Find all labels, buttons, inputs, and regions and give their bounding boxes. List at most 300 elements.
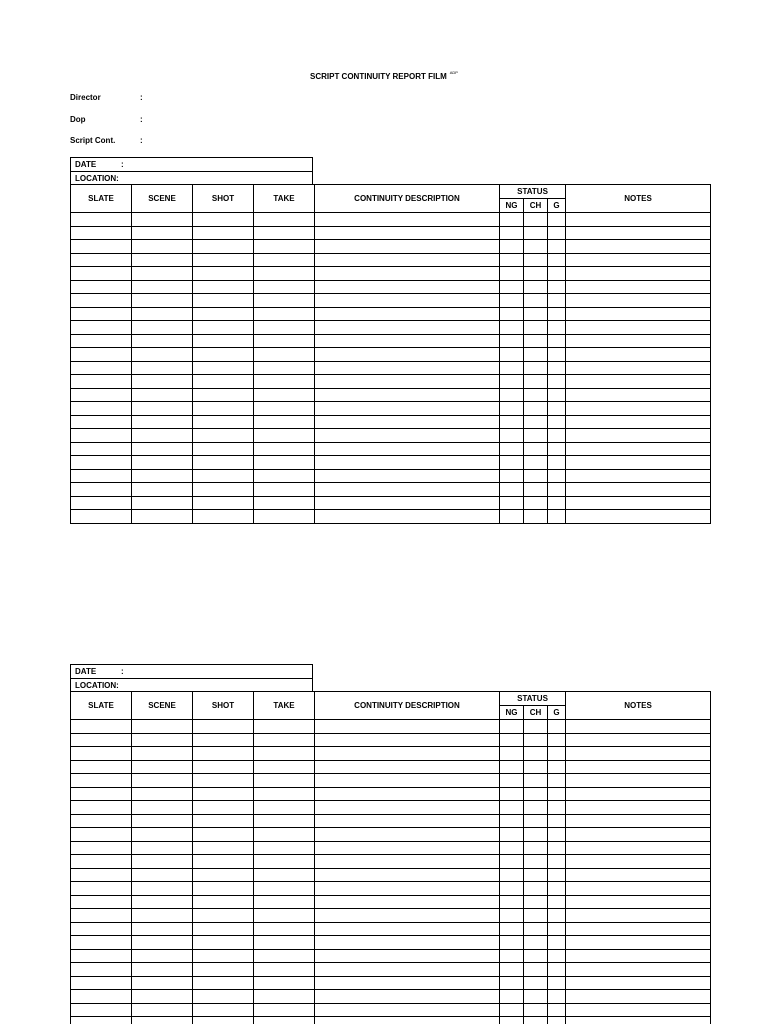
status-g-cell[interactable] bbox=[548, 733, 566, 747]
status-g-cell[interactable] bbox=[548, 294, 566, 308]
description-cell[interactable] bbox=[315, 483, 500, 497]
status-ng-cell[interactable] bbox=[500, 720, 524, 734]
notes-cell[interactable] bbox=[566, 922, 711, 936]
take-cell[interactable] bbox=[254, 442, 315, 456]
scene-cell[interactable] bbox=[132, 375, 193, 389]
status-g-cell[interactable] bbox=[548, 774, 566, 788]
status-ng-cell[interactable] bbox=[500, 868, 524, 882]
date-row[interactable] bbox=[71, 158, 312, 171]
description-cell[interactable] bbox=[315, 841, 500, 855]
slate-cell[interactable] bbox=[71, 922, 132, 936]
status-ch-cell[interactable] bbox=[524, 388, 548, 402]
scene-cell[interactable] bbox=[132, 267, 193, 281]
scene-cell[interactable] bbox=[132, 483, 193, 497]
status-ch-cell[interactable] bbox=[524, 976, 548, 990]
status-ng-cell[interactable] bbox=[500, 510, 524, 524]
status-ch-cell[interactable] bbox=[524, 361, 548, 375]
status-g-cell[interactable] bbox=[548, 348, 566, 362]
notes-cell[interactable] bbox=[566, 760, 711, 774]
slate-cell[interactable] bbox=[71, 895, 132, 909]
scene-cell[interactable] bbox=[132, 855, 193, 869]
take-cell[interactable] bbox=[254, 976, 315, 990]
notes-cell[interactable] bbox=[566, 774, 711, 788]
shot-cell[interactable] bbox=[193, 747, 254, 761]
status-ch-cell[interactable] bbox=[524, 483, 548, 497]
description-cell[interactable] bbox=[315, 213, 500, 227]
notes-cell[interactable] bbox=[566, 213, 711, 227]
shot-cell[interactable] bbox=[193, 429, 254, 443]
status-ng-cell[interactable] bbox=[500, 361, 524, 375]
take-cell[interactable] bbox=[254, 375, 315, 389]
status-ng-cell[interactable] bbox=[500, 240, 524, 254]
notes-cell[interactable] bbox=[566, 415, 711, 429]
scene-cell[interactable] bbox=[132, 429, 193, 443]
status-g-cell[interactable] bbox=[548, 415, 566, 429]
take-cell[interactable] bbox=[254, 882, 315, 896]
shot-cell[interactable] bbox=[193, 828, 254, 842]
notes-cell[interactable] bbox=[566, 936, 711, 950]
notes-cell[interactable] bbox=[566, 348, 711, 362]
slate-cell[interactable] bbox=[71, 267, 132, 281]
scene-cell[interactable] bbox=[132, 814, 193, 828]
dop-field[interactable] bbox=[70, 115, 148, 124]
scene-cell[interactable] bbox=[132, 388, 193, 402]
status-ng-cell[interactable] bbox=[500, 253, 524, 267]
status-g-cell[interactable] bbox=[548, 240, 566, 254]
status-ch-cell[interactable] bbox=[524, 720, 548, 734]
shot-cell[interactable] bbox=[193, 348, 254, 362]
status-ch-cell[interactable] bbox=[524, 226, 548, 240]
shot-cell[interactable] bbox=[193, 253, 254, 267]
status-ch-cell[interactable] bbox=[524, 348, 548, 362]
description-cell[interactable] bbox=[315, 442, 500, 456]
status-ch-cell[interactable] bbox=[524, 868, 548, 882]
status-ng-cell[interactable] bbox=[500, 321, 524, 335]
take-cell[interactable] bbox=[254, 909, 315, 923]
slate-cell[interactable] bbox=[71, 334, 132, 348]
status-g-cell[interactable] bbox=[548, 720, 566, 734]
description-cell[interactable] bbox=[315, 909, 500, 923]
notes-cell[interactable] bbox=[566, 828, 711, 842]
status-ch-cell[interactable] bbox=[524, 510, 548, 524]
shot-cell[interactable] bbox=[193, 307, 254, 321]
shot-cell[interactable] bbox=[193, 442, 254, 456]
description-cell[interactable] bbox=[315, 429, 500, 443]
description-cell[interactable] bbox=[315, 828, 500, 842]
status-ng-cell[interactable] bbox=[500, 733, 524, 747]
scene-cell[interactable] bbox=[132, 496, 193, 510]
shot-cell[interactable] bbox=[193, 375, 254, 389]
take-cell[interactable] bbox=[254, 720, 315, 734]
notes-cell[interactable] bbox=[566, 267, 711, 281]
status-ng-cell[interactable] bbox=[500, 922, 524, 936]
take-cell[interactable] bbox=[254, 760, 315, 774]
notes-cell[interactable] bbox=[566, 483, 711, 497]
status-g-cell[interactable] bbox=[548, 402, 566, 416]
scene-cell[interactable] bbox=[132, 213, 193, 227]
shot-cell[interactable] bbox=[193, 280, 254, 294]
status-ng-cell[interactable] bbox=[500, 760, 524, 774]
status-ch-cell[interactable] bbox=[524, 334, 548, 348]
take-cell[interactable] bbox=[254, 828, 315, 842]
scene-cell[interactable] bbox=[132, 334, 193, 348]
status-ng-cell[interactable] bbox=[500, 375, 524, 389]
shot-cell[interactable] bbox=[193, 267, 254, 281]
slate-cell[interactable] bbox=[71, 720, 132, 734]
notes-cell[interactable] bbox=[566, 469, 711, 483]
shot-cell[interactable] bbox=[193, 976, 254, 990]
slate-cell[interactable] bbox=[71, 442, 132, 456]
status-ng-cell[interactable] bbox=[500, 442, 524, 456]
status-ng-cell[interactable] bbox=[500, 213, 524, 227]
notes-cell[interactable] bbox=[566, 909, 711, 923]
status-ng-cell[interactable] bbox=[500, 280, 524, 294]
status-ch-cell[interactable] bbox=[524, 240, 548, 254]
status-ng-cell[interactable] bbox=[500, 774, 524, 788]
scene-cell[interactable] bbox=[132, 294, 193, 308]
take-cell[interactable] bbox=[254, 483, 315, 497]
status-g-cell[interactable] bbox=[548, 814, 566, 828]
description-cell[interactable] bbox=[315, 267, 500, 281]
scene-cell[interactable] bbox=[132, 240, 193, 254]
slate-cell[interactable] bbox=[71, 294, 132, 308]
scene-cell[interactable] bbox=[132, 253, 193, 267]
status-ch-cell[interactable] bbox=[524, 801, 548, 815]
status-ch-cell[interactable] bbox=[524, 213, 548, 227]
notes-cell[interactable] bbox=[566, 361, 711, 375]
status-ng-cell[interactable] bbox=[500, 936, 524, 950]
notes-cell[interactable] bbox=[566, 855, 711, 869]
status-ch-cell[interactable] bbox=[524, 496, 548, 510]
status-g-cell[interactable] bbox=[548, 909, 566, 923]
status-g-cell[interactable] bbox=[548, 321, 566, 335]
status-ng-cell[interactable] bbox=[500, 1003, 524, 1017]
take-cell[interactable] bbox=[254, 307, 315, 321]
status-ng-cell[interactable] bbox=[500, 963, 524, 977]
shot-cell[interactable] bbox=[193, 213, 254, 227]
description-cell[interactable] bbox=[315, 720, 500, 734]
take-cell[interactable] bbox=[254, 361, 315, 375]
description-cell[interactable] bbox=[315, 321, 500, 335]
status-ch-cell[interactable] bbox=[524, 469, 548, 483]
take-cell[interactable] bbox=[254, 1003, 315, 1017]
status-g-cell[interactable] bbox=[548, 1003, 566, 1017]
take-cell[interactable] bbox=[254, 895, 315, 909]
shot-cell[interactable] bbox=[193, 895, 254, 909]
slate-cell[interactable] bbox=[71, 429, 132, 443]
shot-cell[interactable] bbox=[193, 415, 254, 429]
description-cell[interactable] bbox=[315, 963, 500, 977]
notes-cell[interactable] bbox=[566, 949, 711, 963]
take-cell[interactable] bbox=[254, 855, 315, 869]
status-ch-cell[interactable] bbox=[524, 267, 548, 281]
description-cell[interactable] bbox=[315, 922, 500, 936]
notes-cell[interactable] bbox=[566, 334, 711, 348]
description-cell[interactable] bbox=[315, 895, 500, 909]
description-cell[interactable] bbox=[315, 801, 500, 815]
scene-cell[interactable] bbox=[132, 801, 193, 815]
status-g-cell[interactable] bbox=[548, 1017, 566, 1024]
description-cell[interactable] bbox=[315, 307, 500, 321]
notes-cell[interactable] bbox=[566, 841, 711, 855]
notes-cell[interactable] bbox=[566, 510, 711, 524]
description-cell[interactable] bbox=[315, 469, 500, 483]
scene-cell[interactable] bbox=[132, 321, 193, 335]
status-ch-cell[interactable] bbox=[524, 280, 548, 294]
take-cell[interactable] bbox=[254, 280, 315, 294]
status-g-cell[interactable] bbox=[548, 760, 566, 774]
notes-cell[interactable] bbox=[566, 226, 711, 240]
status-ch-cell[interactable] bbox=[524, 253, 548, 267]
status-ng-cell[interactable] bbox=[500, 787, 524, 801]
notes-cell[interactable] bbox=[566, 868, 711, 882]
slate-cell[interactable] bbox=[71, 868, 132, 882]
scene-cell[interactable] bbox=[132, 760, 193, 774]
slate-cell[interactable] bbox=[71, 321, 132, 335]
notes-cell[interactable] bbox=[566, 895, 711, 909]
slate-cell[interactable] bbox=[71, 469, 132, 483]
shot-cell[interactable] bbox=[193, 240, 254, 254]
scene-cell[interactable] bbox=[132, 828, 193, 842]
shot-cell[interactable] bbox=[193, 483, 254, 497]
status-ch-cell[interactable] bbox=[524, 442, 548, 456]
take-cell[interactable] bbox=[254, 949, 315, 963]
status-ng-cell[interactable] bbox=[500, 294, 524, 308]
status-ch-cell[interactable] bbox=[524, 760, 548, 774]
scene-cell[interactable] bbox=[132, 936, 193, 950]
take-cell[interactable] bbox=[254, 294, 315, 308]
slate-cell[interactable] bbox=[71, 990, 132, 1004]
status-ng-cell[interactable] bbox=[500, 747, 524, 761]
shot-cell[interactable] bbox=[193, 868, 254, 882]
status-ch-cell[interactable] bbox=[524, 294, 548, 308]
status-ch-cell[interactable] bbox=[524, 787, 548, 801]
slate-cell[interactable] bbox=[71, 307, 132, 321]
shot-cell[interactable] bbox=[193, 294, 254, 308]
notes-cell[interactable] bbox=[566, 280, 711, 294]
take-cell[interactable] bbox=[254, 429, 315, 443]
slate-cell[interactable] bbox=[71, 361, 132, 375]
shot-cell[interactable] bbox=[193, 855, 254, 869]
description-cell[interactable] bbox=[315, 402, 500, 416]
take-cell[interactable] bbox=[254, 990, 315, 1004]
description-cell[interactable] bbox=[315, 348, 500, 362]
status-g-cell[interactable] bbox=[548, 828, 566, 842]
slate-cell[interactable] bbox=[71, 496, 132, 510]
notes-cell[interactable] bbox=[566, 388, 711, 402]
notes-cell[interactable] bbox=[566, 375, 711, 389]
description-cell[interactable] bbox=[315, 733, 500, 747]
description-cell[interactable] bbox=[315, 510, 500, 524]
status-g-cell[interactable] bbox=[548, 922, 566, 936]
status-g-cell[interactable] bbox=[548, 787, 566, 801]
slate-cell[interactable] bbox=[71, 976, 132, 990]
take-cell[interactable] bbox=[254, 936, 315, 950]
take-cell[interactable] bbox=[254, 774, 315, 788]
description-cell[interactable] bbox=[315, 280, 500, 294]
status-g-cell[interactable] bbox=[548, 280, 566, 294]
take-cell[interactable] bbox=[254, 733, 315, 747]
shot-cell[interactable] bbox=[193, 510, 254, 524]
take-cell[interactable] bbox=[254, 801, 315, 815]
status-ch-cell[interactable] bbox=[524, 402, 548, 416]
take-cell[interactable] bbox=[254, 348, 315, 362]
scene-cell[interactable] bbox=[132, 747, 193, 761]
scene-cell[interactable] bbox=[132, 909, 193, 923]
slate-cell[interactable] bbox=[71, 213, 132, 227]
status-ch-cell[interactable] bbox=[524, 307, 548, 321]
scene-cell[interactable] bbox=[132, 841, 193, 855]
status-g-cell[interactable] bbox=[548, 267, 566, 281]
slate-cell[interactable] bbox=[71, 949, 132, 963]
description-cell[interactable] bbox=[315, 774, 500, 788]
notes-cell[interactable] bbox=[566, 747, 711, 761]
status-g-cell[interactable] bbox=[548, 483, 566, 497]
status-g-cell[interactable] bbox=[548, 226, 566, 240]
status-g-cell[interactable] bbox=[548, 496, 566, 510]
shot-cell[interactable] bbox=[193, 496, 254, 510]
status-ch-cell[interactable] bbox=[524, 963, 548, 977]
slate-cell[interactable] bbox=[71, 1017, 132, 1024]
date-row[interactable] bbox=[71, 665, 312, 678]
scene-cell[interactable] bbox=[132, 469, 193, 483]
status-g-cell[interactable] bbox=[548, 963, 566, 977]
status-ng-cell[interactable] bbox=[500, 402, 524, 416]
notes-cell[interactable] bbox=[566, 990, 711, 1004]
shot-cell[interactable] bbox=[193, 321, 254, 335]
status-ch-cell[interactable] bbox=[524, 321, 548, 335]
scene-cell[interactable] bbox=[132, 1003, 193, 1017]
status-ng-cell[interactable] bbox=[500, 1017, 524, 1024]
take-cell[interactable] bbox=[254, 1017, 315, 1024]
take-cell[interactable] bbox=[254, 496, 315, 510]
director-field[interactable] bbox=[70, 93, 148, 102]
shot-cell[interactable] bbox=[193, 814, 254, 828]
take-cell[interactable] bbox=[254, 213, 315, 227]
status-g-cell[interactable] bbox=[548, 307, 566, 321]
status-g-cell[interactable] bbox=[548, 895, 566, 909]
slate-cell[interactable] bbox=[71, 483, 132, 497]
shot-cell[interactable] bbox=[193, 720, 254, 734]
shot-cell[interactable] bbox=[193, 774, 254, 788]
status-ch-cell[interactable] bbox=[524, 747, 548, 761]
scene-cell[interactable] bbox=[132, 990, 193, 1004]
take-cell[interactable] bbox=[254, 253, 315, 267]
description-cell[interactable] bbox=[315, 240, 500, 254]
shot-cell[interactable] bbox=[193, 469, 254, 483]
shot-cell[interactable] bbox=[193, 1003, 254, 1017]
status-ch-cell[interactable] bbox=[524, 1003, 548, 1017]
slate-cell[interactable] bbox=[71, 510, 132, 524]
status-ch-cell[interactable] bbox=[524, 922, 548, 936]
scene-cell[interactable] bbox=[132, 361, 193, 375]
notes-cell[interactable] bbox=[566, 429, 711, 443]
shot-cell[interactable] bbox=[193, 361, 254, 375]
slate-cell[interactable] bbox=[71, 747, 132, 761]
status-ng-cell[interactable] bbox=[500, 841, 524, 855]
status-ng-cell[interactable] bbox=[500, 348, 524, 362]
status-g-cell[interactable] bbox=[548, 253, 566, 267]
description-cell[interactable] bbox=[315, 375, 500, 389]
status-ng-cell[interactable] bbox=[500, 909, 524, 923]
shot-cell[interactable] bbox=[193, 388, 254, 402]
status-ch-cell[interactable] bbox=[524, 415, 548, 429]
notes-cell[interactable] bbox=[566, 294, 711, 308]
scene-cell[interactable] bbox=[132, 895, 193, 909]
shot-cell[interactable] bbox=[193, 334, 254, 348]
scene-cell[interactable] bbox=[132, 456, 193, 470]
status-g-cell[interactable] bbox=[548, 801, 566, 815]
shot-cell[interactable] bbox=[193, 1017, 254, 1024]
notes-cell[interactable] bbox=[566, 963, 711, 977]
status-g-cell[interactable] bbox=[548, 456, 566, 470]
notes-cell[interactable] bbox=[566, 1017, 711, 1024]
status-ch-cell[interactable] bbox=[524, 456, 548, 470]
slate-cell[interactable] bbox=[71, 909, 132, 923]
status-g-cell[interactable] bbox=[548, 976, 566, 990]
take-cell[interactable] bbox=[254, 334, 315, 348]
status-ch-cell[interactable] bbox=[524, 882, 548, 896]
status-g-cell[interactable] bbox=[548, 334, 566, 348]
status-g-cell[interactable] bbox=[548, 990, 566, 1004]
notes-cell[interactable] bbox=[566, 801, 711, 815]
slate-cell[interactable] bbox=[71, 280, 132, 294]
status-ng-cell[interactable] bbox=[500, 429, 524, 443]
status-ng-cell[interactable] bbox=[500, 483, 524, 497]
scene-cell[interactable] bbox=[132, 402, 193, 416]
status-g-cell[interactable] bbox=[548, 949, 566, 963]
take-cell[interactable] bbox=[254, 787, 315, 801]
scene-cell[interactable] bbox=[132, 1017, 193, 1024]
status-ch-cell[interactable] bbox=[524, 949, 548, 963]
status-g-cell[interactable] bbox=[548, 747, 566, 761]
shot-cell[interactable] bbox=[193, 990, 254, 1004]
description-cell[interactable] bbox=[315, 1003, 500, 1017]
location-row[interactable] bbox=[71, 678, 312, 691]
description-cell[interactable] bbox=[315, 747, 500, 761]
description-cell[interactable] bbox=[315, 814, 500, 828]
status-ch-cell[interactable] bbox=[524, 855, 548, 869]
take-cell[interactable] bbox=[254, 868, 315, 882]
notes-cell[interactable] bbox=[566, 720, 711, 734]
take-cell[interactable] bbox=[254, 388, 315, 402]
scene-cell[interactable] bbox=[132, 976, 193, 990]
shot-cell[interactable] bbox=[193, 801, 254, 815]
status-ng-cell[interactable] bbox=[500, 801, 524, 815]
shot-cell[interactable] bbox=[193, 456, 254, 470]
take-cell[interactable] bbox=[254, 814, 315, 828]
shot-cell[interactable] bbox=[193, 787, 254, 801]
status-g-cell[interactable] bbox=[548, 936, 566, 950]
scene-cell[interactable] bbox=[132, 307, 193, 321]
status-ch-cell[interactable] bbox=[524, 841, 548, 855]
shot-cell[interactable] bbox=[193, 882, 254, 896]
slate-cell[interactable] bbox=[71, 774, 132, 788]
status-ch-cell[interactable] bbox=[524, 828, 548, 842]
slate-cell[interactable] bbox=[71, 882, 132, 896]
status-g-cell[interactable] bbox=[548, 855, 566, 869]
slate-cell[interactable] bbox=[71, 253, 132, 267]
status-ng-cell[interactable] bbox=[500, 226, 524, 240]
shot-cell[interactable] bbox=[193, 949, 254, 963]
status-ch-cell[interactable] bbox=[524, 429, 548, 443]
status-ng-cell[interactable] bbox=[500, 388, 524, 402]
shot-cell[interactable] bbox=[193, 922, 254, 936]
take-cell[interactable] bbox=[254, 841, 315, 855]
shot-cell[interactable] bbox=[193, 841, 254, 855]
slate-cell[interactable] bbox=[71, 240, 132, 254]
take-cell[interactable] bbox=[254, 963, 315, 977]
